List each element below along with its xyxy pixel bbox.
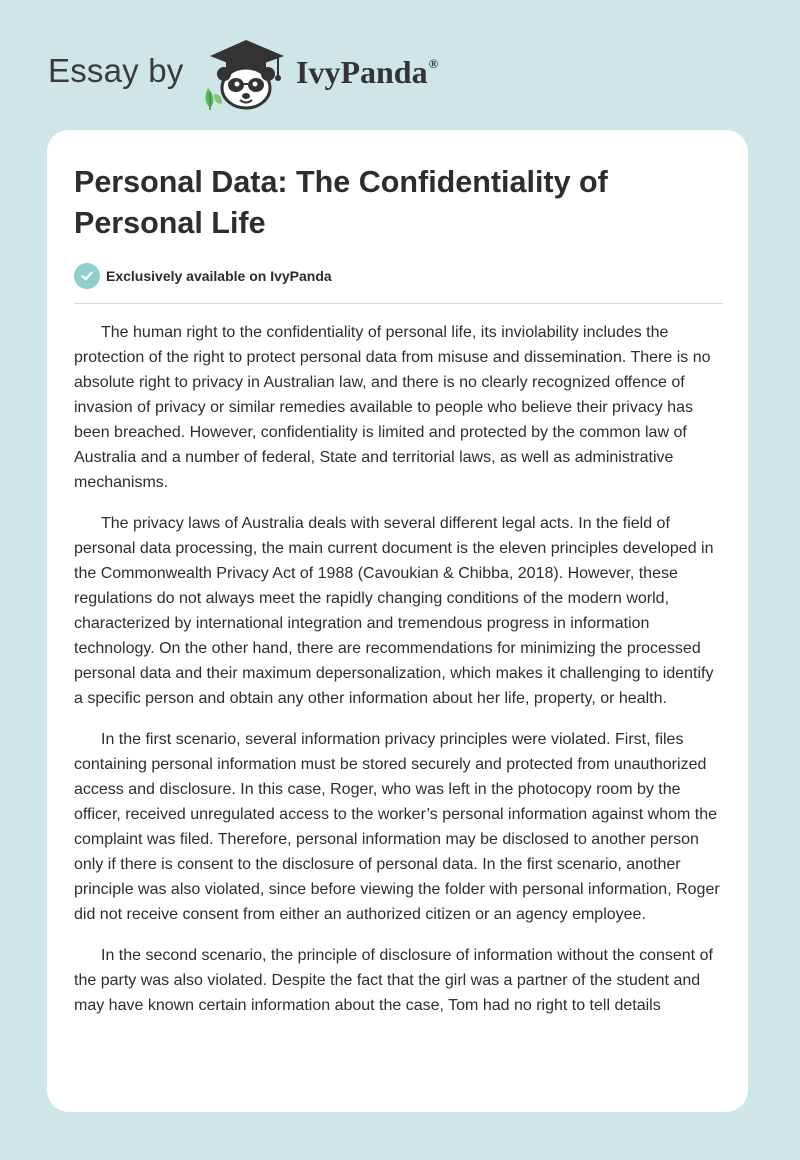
registered-mark: ® (428, 56, 439, 71)
paragraph: The privacy laws of Australia deals with several different legal acts. In the field of personal data processing, the main current document is the eleven principles developed in the Commonwealth Privacy Act of 1988 (Cavoukian & Chibba, 2018). However, these regulations do not always meet the rapidly changing conditions of the modern world, characterized by international integration and tremendous progress in information technology. On the other hand, there are recommendations for minimizing the processed personal data and their maximum depersonalization, which makes it challenging to identify a specific person and obtain any other information about her life, property, or health. (74, 515, 714, 707)
site-header (48, 28, 508, 112)
panda-graduate-logo-icon[interactable] (200, 34, 288, 112)
exclusive-badge (74, 263, 332, 289)
paragraph: In the first scenario, several information privacy principles were violated. First, files containing personal information must be stored securely and protected from unauthorized access and disclosure. In this case, Roger, who was left in the photocopy room by the officer, received unregulated access to the worker’s personal information against whom the complaint was filed. Therefore, personal information may be disclosed to another person only if there is consent to the disclosure of personal data. In the first scenario, another principle was also violated, since before viewing the folder with personal information, Roger did not receive consent from either an authorized citizen or an agency employee. (74, 731, 720, 923)
brand-text: IvyPanda (296, 54, 428, 90)
title-divider (74, 303, 723, 304)
check-circle-icon (74, 263, 100, 289)
article-body (74, 320, 723, 1034)
article-card (47, 130, 748, 1112)
paragraph: In the second scenario, the principle of disclosure of information without the consent of the party was also violated. Despite the fact that the girl was a partner of the student and may have known certain information about the case, Tom had no right to tell details (74, 947, 713, 1014)
brand-name[interactable] (296, 54, 438, 91)
article-title: Personal Data: The Confidentiality of Personal Life (74, 165, 608, 240)
paragraph: The human right to the confidentiality of personal life, its inviolability includes the protection of the right to protect personal data from misuse and dissemination. There is no absolute right to privacy in Australian law, and there is no clearly recognized offence of invasion of privacy or similar remedies available to people who believe their privacy has been breached. However, confidentiality is limited and protected by the common law of Australia and a number of federal, State and territorial laws, as well as administrative mechanisms. (74, 324, 711, 491)
essay-by-label: Essay by (48, 52, 184, 89)
exclusive-label: Exclusively available on IvyPanda (106, 268, 332, 284)
